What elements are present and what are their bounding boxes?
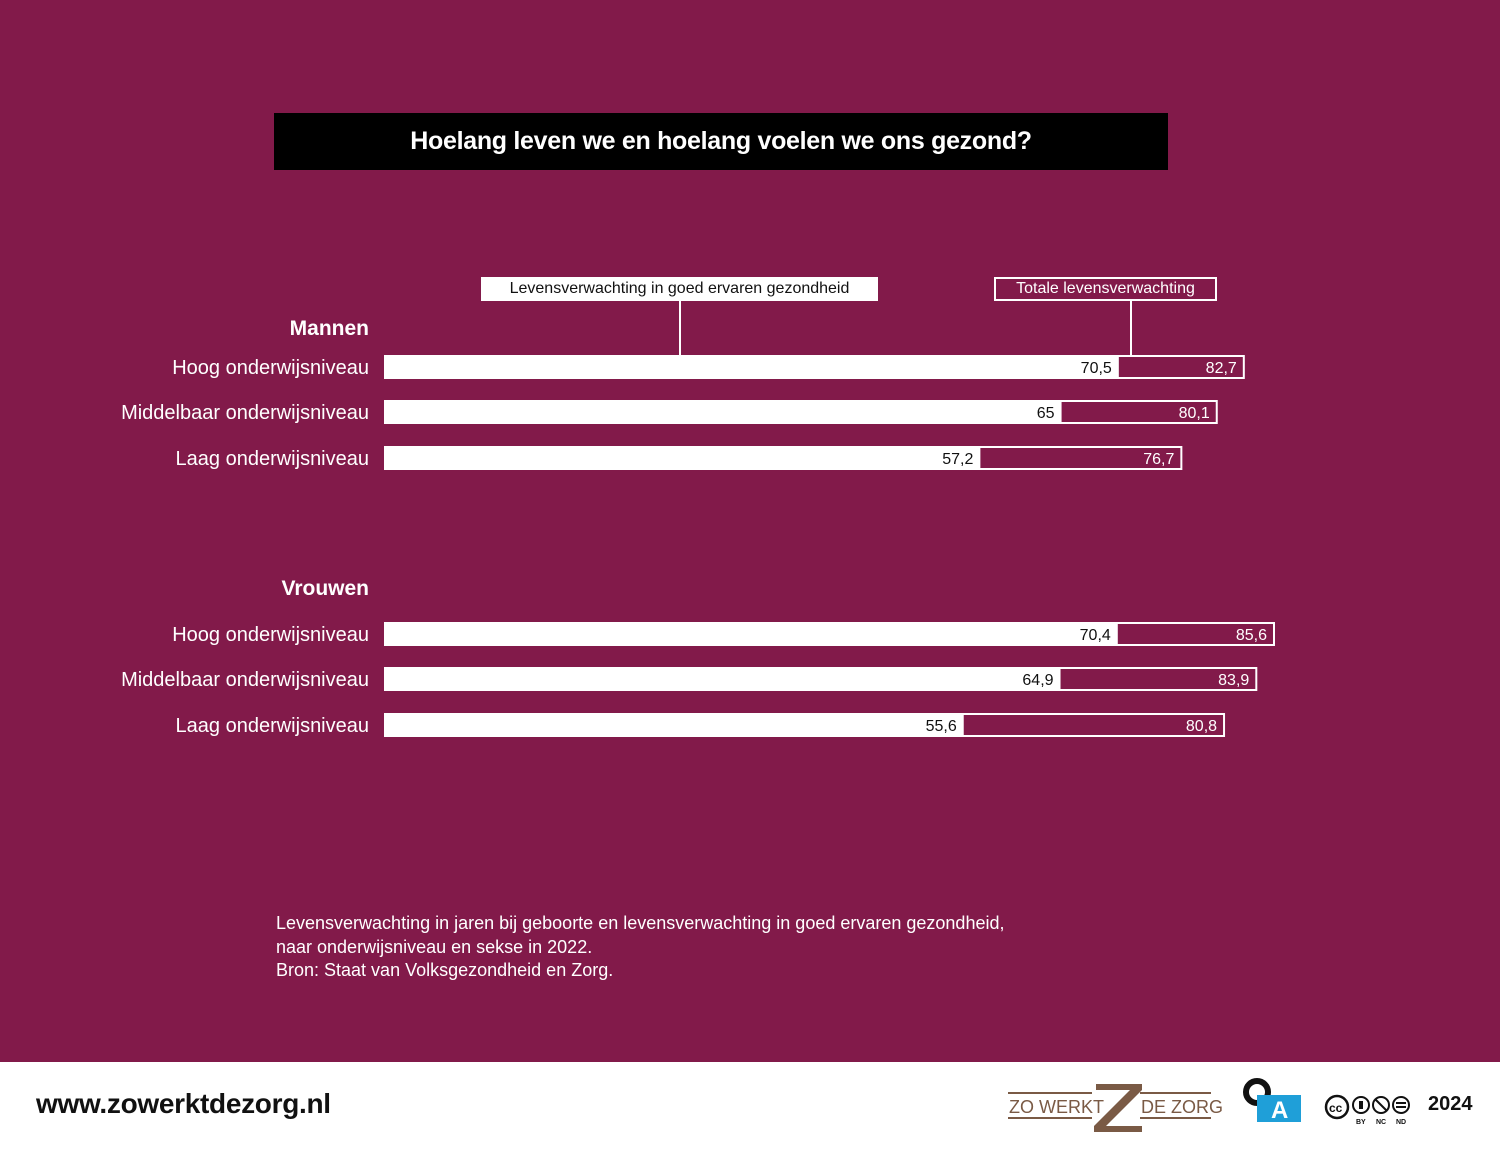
group-header-vrouwen: Vrouwen	[281, 577, 369, 600]
license-nd: ND	[1396, 1119, 1407, 1126]
license-by: BY	[1356, 1119, 1366, 1126]
category-label-vrouwen-3: Laag onderwijsniveau	[175, 715, 369, 737]
footnote-line-3: Bron: Staat van Volksgezondheid en Zorg.	[276, 960, 614, 980]
value-label-healthy-mannen-2: 65	[1036, 405, 1055, 422]
bar-healthy-mannen-3	[384, 446, 979, 470]
category-label-mannen-2: Middelbaar onderwijsniveau	[121, 402, 369, 424]
value-label-total-mannen-2: 80,1	[1178, 405, 1210, 422]
bar-healthy-mannen-1	[384, 355, 1118, 379]
footnote-line-1: Levensverwachting in jaren bij geboorte en levensverwachting in goed ervaren gezondheid,	[276, 913, 1005, 933]
bar-healthy-mannen-2	[384, 400, 1061, 424]
category-label-vrouwen-2: Middelbaar onderwijsniveau	[121, 669, 369, 691]
value-label-healthy-vrouwen-2: 64,9	[1022, 672, 1054, 689]
value-label-healthy-mannen-3: 57,2	[942, 451, 974, 468]
value-label-total-vrouwen-3: 80,8	[1185, 718, 1218, 735]
value-label-total-mannen-3: 76,7	[1143, 451, 1175, 468]
value-label-total-vrouwen-2: 83,9	[1218, 672, 1250, 689]
license-cc-text: cc	[1329, 1101, 1343, 1115]
legend-healthy: Levensverwachting in goed ervaren gezondheid	[481, 277, 878, 301]
logo-text-left: ZO WERKT	[1009, 1097, 1104, 1117]
footer-year: 2024	[1428, 1093, 1473, 1115]
legend-total: Totale levensverwachting	[994, 277, 1217, 301]
group-header-mannen: Mannen	[289, 317, 369, 340]
zo-werkt-de-zorg-logo	[1008, 1080, 1224, 1136]
bar-healthy-vrouwen-1	[384, 622, 1117, 646]
open-access-letter: A	[1271, 1097, 1289, 1124]
bar-total-vrouwen-3	[963, 714, 1224, 736]
chart-title: Hoelang leven we en hoelang voelen we ons gezond?	[410, 127, 1032, 155]
category-label-vrouwen-1: Hoog onderwijsniveau	[172, 624, 369, 646]
category-label-mannen-1: Hoog onderwijsniveau	[172, 357, 369, 379]
license-nc: NC	[1376, 1119, 1387, 1126]
logo-text-right: DE ZORG	[1141, 1097, 1224, 1117]
value-label-total-vrouwen-1: 85,6	[1235, 627, 1267, 644]
value-label-healthy-mannen-1: 70,5	[1080, 360, 1112, 377]
footer-url[interactable]: www.zowerktdezorg.nl	[36, 1088, 331, 1119]
creative-commons-icon	[1323, 1093, 1415, 1127]
value-label-total-mannen-1: 82,7	[1205, 360, 1237, 377]
value-label-healthy-vrouwen-3: 55,6	[925, 718, 957, 735]
bar-healthy-vrouwen-2	[384, 667, 1060, 691]
bar-healthy-vrouwen-3	[384, 713, 963, 737]
footnote-line-2: naar onderwijsniveau en sekse in 2022.	[276, 936, 593, 957]
footnote	[276, 912, 1004, 983]
open-access-icon	[1243, 1078, 1303, 1124]
category-label-mannen-3: Laag onderwijsniveau	[175, 448, 369, 470]
value-label-healthy-vrouwen-1: 70,4	[1079, 627, 1111, 644]
